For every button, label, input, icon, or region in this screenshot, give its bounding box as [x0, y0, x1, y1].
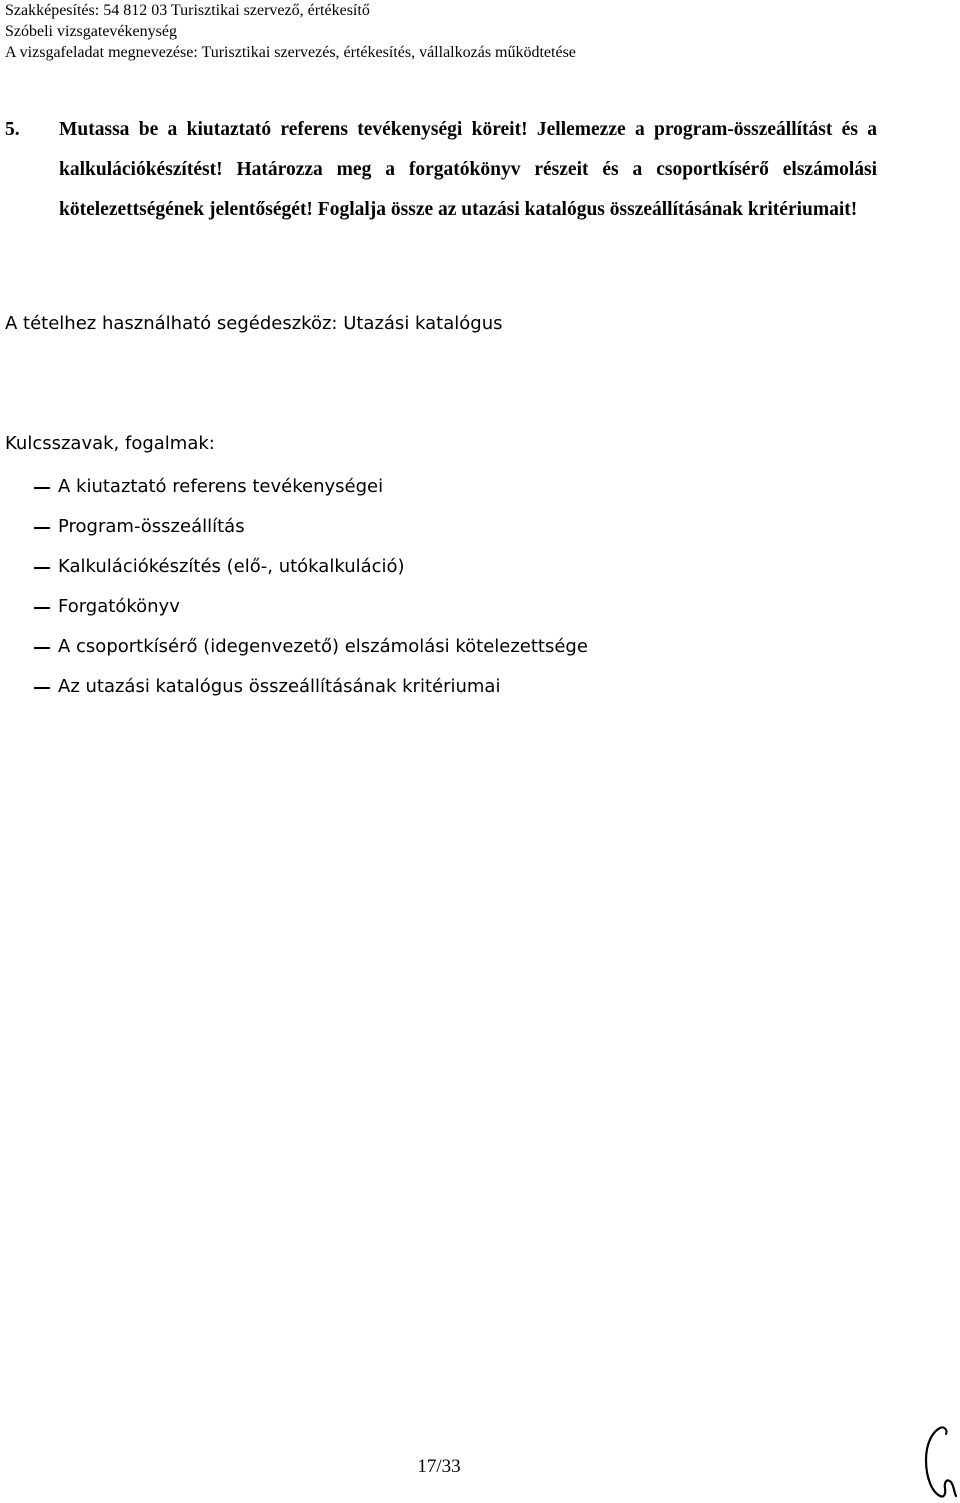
- exam-question: [5, 110, 877, 230]
- dash-bullet-icon: [34, 567, 50, 569]
- keyword-text: Program-összeállítás: [58, 516, 245, 537]
- question-text: Mutassa be a kiutaztató referens tevékenységi köreit! Jellemezze a program-összeállítást és a kalkulációkészítést! Határozza meg a forgatókönyv részeit és a csoportkísérő elszámolási kötelezettségének jelentőségét! Foglalja össze az utazási katalógus összeállításának kritériumait!: [59, 119, 877, 220]
- dash-bullet-icon: [34, 607, 50, 609]
- dash-bullet-icon: [34, 527, 50, 529]
- header-qualification: Szakképesítés: 54 812 03 Turisztikai szervező, értékesítő: [5, 2, 370, 19]
- header-task-name: A vizsgafeladat megnevezése: Turisztikai szervezés, értékesítés, vállalkozás működtetése: [5, 44, 576, 61]
- allowed-aid: A tételhez használható segédeszköz: Utazási katalógus: [5, 313, 503, 334]
- keywords-title: Kulcsszavak, fogalmak:: [5, 433, 215, 454]
- keyword-text: Kalkulációkészítés (elő-, utókalkuláció): [58, 556, 405, 577]
- keyword-text: A kiutaztató referens tevékenységei: [58, 476, 384, 497]
- header-exam-activity: Szóbeli vizsgatevékenység: [5, 23, 177, 40]
- question-number: 5.: [5, 119, 20, 140]
- keyword-text: A csoportkísérő (idegenvezető) elszámolási kötelezettsége: [58, 636, 588, 657]
- handwritten-signature: [918, 1422, 960, 1500]
- page-header: [5, 0, 576, 63]
- page-number: 17/33: [417, 1456, 461, 1477]
- keyword-text: Az utazási katalógus összeállításának kritériumai: [58, 676, 501, 697]
- keyword-text: Forgatókönyv: [58, 596, 180, 617]
- dash-bullet-icon: [34, 647, 50, 649]
- dash-bullet-icon: [34, 687, 50, 689]
- dash-bullet-icon: [34, 487, 50, 489]
